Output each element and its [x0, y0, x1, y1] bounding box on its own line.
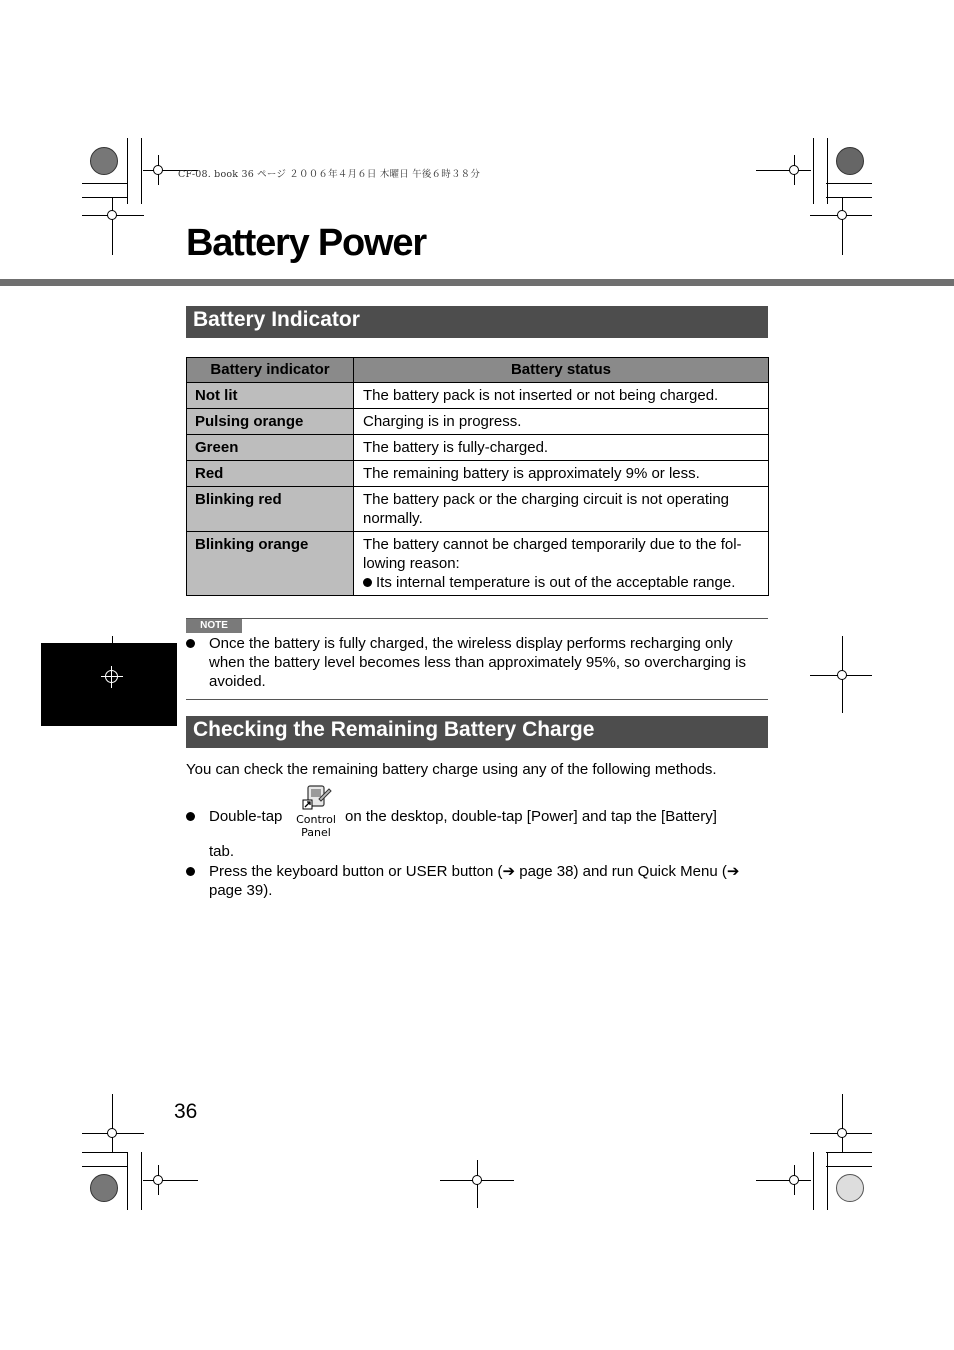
status-cell: The battery pack is not inserted or not being charged. [354, 383, 769, 409]
status-cell: Charging is in progress. [354, 409, 769, 435]
note-bullet [186, 634, 768, 694]
status-cell: The remaining battery is approximately 9% or less. [354, 461, 769, 487]
control-panel-label-line1: Control [296, 813, 336, 826]
status-cell [354, 532, 769, 596]
method-bullet-1 [186, 807, 768, 862]
status-cell: The battery is fully-charged. [354, 435, 769, 461]
intro-text: You can check the remaining battery charge using any of the following methods. [186, 761, 717, 778]
table-header-row [187, 358, 769, 383]
bullet-icon [186, 867, 195, 876]
method-1-text-before: Double-tap [209, 808, 283, 825]
table-row [187, 409, 769, 435]
note-tag: NOTE [186, 619, 242, 633]
status-cell: The battery pack or the charging circuit is not operating normally. [354, 487, 769, 532]
page-title: Battery Power [186, 222, 426, 264]
method-1-continuation: tab. [209, 843, 235, 860]
status-sub-bullet: Its internal temperature is out of the acceptable range. [376, 574, 736, 591]
method-1-text-after: on the desktop, double-tap [Power] and tap the [Battery] [345, 808, 717, 825]
battery-indicator-table [186, 357, 769, 596]
bullet-icon [363, 578, 372, 587]
indicator-cell: Blinking orange [187, 532, 354, 596]
status-text: The battery cannot be charged temporarily due to the fol-lowing reason: [363, 536, 742, 572]
page-number: 36 [174, 1100, 198, 1123]
table-row [187, 461, 769, 487]
note-text: Once the battery is fully charged, the wireless display performs recharging only when the battery level becomes less than approximately 95%, so overcharging is avoided. [209, 635, 746, 690]
print-header: CF-08. book 36 ページ ２００６年４月６日 木曜日 午後６時３８分 [178, 169, 481, 180]
title-rule [0, 279, 954, 286]
note-bottom-rule [186, 699, 768, 700]
table-row [187, 487, 769, 532]
method-bullet-2 [186, 862, 768, 902]
control-panel-shortcut [296, 783, 336, 845]
indicator-cell: Red [187, 461, 354, 487]
method-2-text: Press the keyboard button or USER button (➔ page 38) and run Quick Menu (➔ page 39). [209, 863, 740, 899]
control-panel-label-line2: Panel [301, 826, 331, 839]
control-panel-icon [299, 783, 333, 813]
registration-target-icon [90, 147, 118, 175]
indicator-cell: Not lit [187, 383, 354, 409]
column-header-status: Battery status [354, 358, 769, 383]
table-row [187, 383, 769, 409]
note-top-rule [186, 618, 768, 619]
section-heading-checking-charge: Checking the Remaining Battery Charge [186, 716, 768, 748]
bullet-icon [186, 639, 195, 648]
indicator-cell: Green [187, 435, 354, 461]
indicator-cell: Blinking red [187, 487, 354, 532]
side-tab [41, 643, 177, 726]
section-heading-battery-indicator: Battery Indicator [186, 306, 768, 338]
table-row [187, 532, 769, 596]
registration-target-icon [105, 670, 118, 683]
column-header-indicator: Battery indicator [187, 358, 354, 383]
indicator-cell: Pulsing orange [187, 409, 354, 435]
table-row [187, 435, 769, 461]
bullet-icon [186, 812, 195, 821]
